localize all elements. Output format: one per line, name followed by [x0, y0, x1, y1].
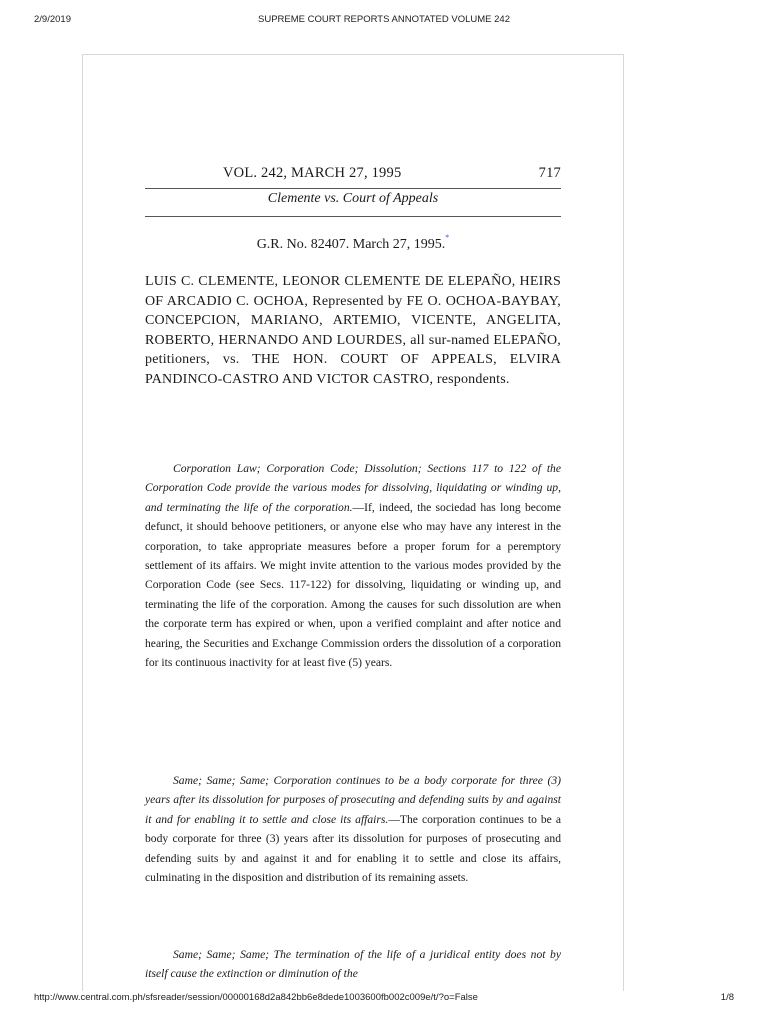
syllabus-paragraph [145, 771, 561, 887]
print-footer [0, 992, 768, 1006]
syllabus-heading: Same; Same; Same; The termination of the life of a juridical entity does not by itself cause the extinction or diminution of the [145, 948, 561, 981]
document-page [82, 54, 624, 991]
syllabus-paragraph [145, 459, 561, 672]
gr-number-line [145, 233, 561, 253]
header-rule-bottom [145, 216, 561, 217]
syllabus-body: —If, indeed, the sociedad has long become defunct, it should behoove petitioners, or anyone else who may have any interest in the corporation, to take appropriate measures before a proper forum for a peremptory settlement of its affairs. We might invite attention to the various modes provided by the Corporation Code (see Secs. 117-122) for dissolving, liquidating or winding up, and terminating the life of the corporation. Among the causes for such dissolution are when the corporate term has expired or when, upon a verified complaint and after notice and hearing, the Securities and Exchange Commission orders the dissolution of a corporation for its continuous inactivity for at least five (5) years. [145, 500, 561, 670]
syllabus-body: —The corporation continues to be a body corporate for three (3) years after its dissolution for purposes of prosecuting and defending suits by and against it and for enabling it to settle and close its affairs, culminating in the disposition and distribution of its remaining assets. [145, 812, 561, 885]
volume-date: VOL. 242, MARCH 27, 1995 [223, 165, 402, 181]
footnote-link[interactable]: * [445, 233, 450, 242]
print-title: SUPREME COURT REPORTS ANNOTATED VOLUME 242 [258, 14, 510, 25]
case-parties: LUIS C. CLEMENTE, LEONOR CLEMENTE DE ELEPAÑO, HEIRS OF ARCADIO C. OCHOA, Represented by FE O. OCHOA-BAYBAY, CONCEPCION, MARIANO, ARTEMIO, VICENTE, ANGELITA, ROBERTO, HERNANDO AND LOURDES, all sur-named ELEPAÑO, petitioners, vs. THE HON. COURT OF APPEALS, ELVIRA PANDINCO-CASTRO AND VICTOR CASTRO, respondents. [145, 274, 561, 387]
page-number: 717 [538, 165, 561, 181]
header-rule-top [145, 188, 561, 189]
page-count: 1/8 [720, 992, 734, 1003]
syllabus-paragraph [145, 945, 561, 984]
print-header [0, 14, 768, 28]
syllabus-heading: Corporation Law; Corporation Code; Dissolution; Sections 117 to 122 of the Corporation Code provide the various modes for dissolving, liquidating or winding up, and terminating the life of the corporation. [145, 462, 561, 514]
case-title: Clemente vs. Court of Appeals [267, 191, 439, 206]
page-url: http://www.central.com.ph/sfsreader/session/00000168d2a842bb6e8dede1003600fb002c009e/t/?o=False [34, 992, 478, 1003]
print-date: 2/9/2019 [34, 14, 71, 25]
gr-number: G.R. No. 82407. March 27, 1995. [256, 237, 446, 252]
syllabus-heading: Same; Same; Same; Corporation continues to be a body corporate for three (3) years after its dissolution for purposes of prosecuting and defending suits by and against it and for enabling it to settle and close its affairs. [145, 774, 561, 826]
